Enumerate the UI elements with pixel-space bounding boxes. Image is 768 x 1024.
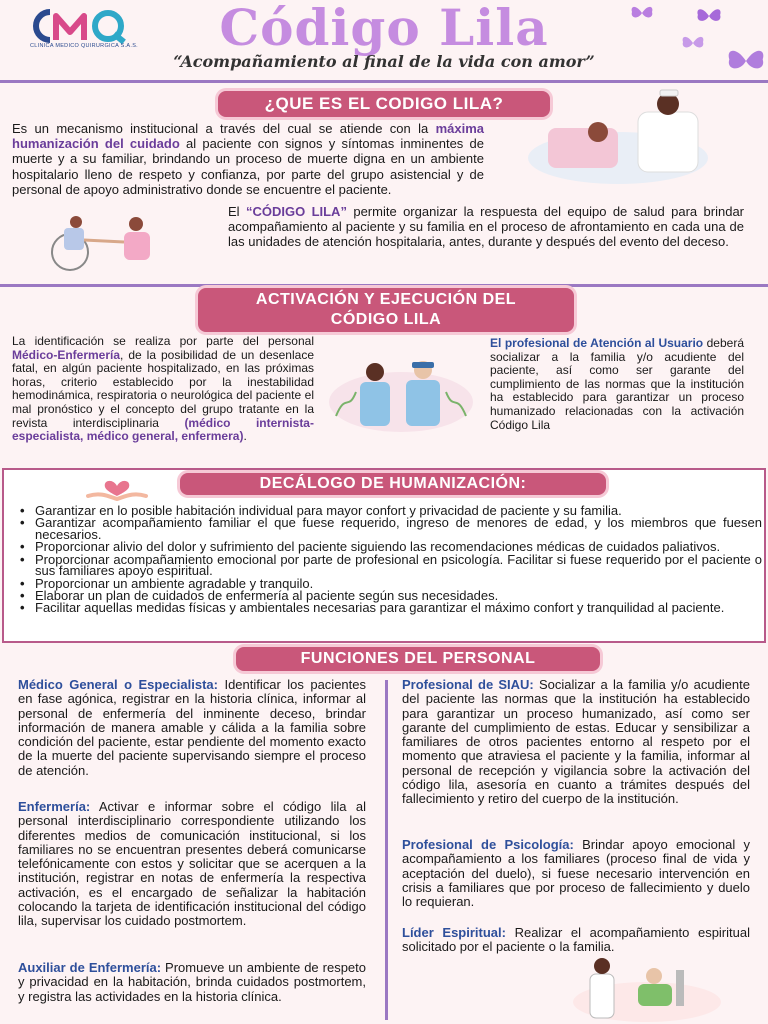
heading-line-1: ACTIVACIÓN Y EJECUCIÓN DEL	[255, 291, 517, 308]
section-heading-que-es: ¿QUE ES EL CODIGO LILA?	[218, 91, 550, 117]
que-es-paragraph-2: El “CÓDIGO LILA” permite organizar la respuesta del equipo de salud para brindar acompañamiento al paciente y su familia en el proceso de afrontamiento en cada una de las unidades de atención hospitalaria, antes, durante y después del evento del deceso.	[228, 204, 745, 250]
heart-hands-icon	[86, 472, 148, 502]
decalogo-list	[18, 505, 762, 614]
activacion-left-text: La identificación se realiza por parte del personal Médico-Enfermería, de la posibilidad de un desenlace fatal, en algún paciente hospitalizado, en las próximas horas, criterio establecido por la inestabilidad hemodinámica, respiratoria o neurológica del paciente el mal pronóstico y el concepto del grupo tratante en la revista interdisciplinaria (médico internista- especialista, médico general, enfermera).	[12, 334, 314, 444]
list-item: • Proporcionar un ambiente agradable y tranquilo.	[18, 578, 762, 590]
logo-caption: CLINICA MEDICO QUIRURGICA S.A.S.	[30, 43, 139, 49]
funcion-enfermeria: Enfermería: Activar e informar sobre el código lila al personal interdisciplinario correspondiente utilizando los diferentes medios de comunicación institucional, si los familiares no se encuentran presentes deberá comunicarse telefónicamente con estos y solicitar que se acerquen a la institución, registrar en notas de enfermería la respectiva activación, es el encargado de señalizar la habitación colocando la tarjeta de identificación institucional del código lila, supervisar los cuidado postmortem.	[18, 799, 366, 929]
funcion-lider-espiritual: Líder Espiritual: Realizar el acompañamiento espiritual solicitado por el paciente o la familia.	[402, 925, 750, 955]
list-item: • Proporcionar acompañamiento emocional por parte de profesional en psicología. Facilitar si fuese requerido por el paciente o sus familiares apoyo espiritual.	[18, 554, 762, 577]
column-divider	[385, 680, 388, 1020]
nurse-patient-illustration	[528, 88, 718, 188]
activacion-right-text: El profesional de Atención al Usuario deberá socializar a la familia y/o acudiente del paciente, así como ser garante del cumplimiento de las normas que la institución ha establecido para garantizar un proceso humanizado relacionadas con la activación Código Lila	[490, 336, 744, 432]
page-subtitle: “Acompañamiento al final de la vida con amor”	[173, 52, 595, 71]
butterfly-icon	[694, 6, 724, 26]
doctor-patient-illustration	[572, 956, 722, 1022]
list-item: • Facilitar aquellas medidas físicas y ambientales necesarias para garantizar el máximo confort y tranquilidad al paciente.	[18, 602, 762, 614]
section-heading-funciones: FUNCIONES DEL PERSONAL	[236, 647, 600, 671]
section-heading-activacion	[198, 288, 574, 332]
section-divider	[0, 284, 768, 287]
funcion-psicologia: Profesional de Psicología: Brindar apoyo emocional y acompañamiento a los familiares (proceso final de vida y aceptación del duelo), si fuese necesario intervención en crisis a familiares que por proceso de fallecimiento y duelo lo requieran.	[402, 837, 751, 910]
butterfly-icon	[680, 34, 706, 52]
list-item: • Proporcionar alivio del dolor y sufrimiento del paciente siguiendo las recomendaciones médicas de cuidados paliativos.	[18, 541, 762, 553]
butterfly-icon	[630, 4, 654, 22]
section-heading-decalogo: DECÁLOGO DE HUMANIZACIÓN:	[180, 473, 606, 495]
section-divider	[0, 80, 768, 83]
que-es-paragraph-1: Es un mecanismo institucional a través del cual se atiende con la máxima humanización del cuidado al paciente con signos y síntomas inminentes de muerte y a su familiar, brindando un proceso de muerte digna en un ambiente hospitalario lleno de respeto y confianza, por parte del grupo asistencial y de personal de apoyo administrativo donde se encuentre el paciente.	[12, 121, 484, 197]
list-item: • Garantizar acompañamiento familiar el que fuese requerido, ingreso de menores de edad, y los miembros que fuesen necesarios.	[18, 517, 762, 540]
list-item: • Elaborar un plan de cuidados de enfermería al paciente según sus necesidades.	[18, 590, 762, 602]
page-title: Código Lila	[219, 0, 549, 57]
funcion-medico: Médico General o Especialista: Identificar los pacientes en fase agónica, registrar en la historia clínica, informar al personal de enfermería del inminente deceso, brindar información de manera amable y cálida a la familia sobre condición del paciente, estar pendiente del momento exacto de la muerte del paciente supervisando siempre el proceso de atención.	[18, 677, 366, 778]
medical-staff-illustration	[326, 352, 476, 434]
funcion-siau: Profesional de SIAU: Socializar a la familia y/o acudiente del paciente las normas que la institución ha establecido para garantizar un proceso humanizado, así como ser garante del cumplimiento de estas. Educar y sensibilizar a familiares de otros pacientes entorno al respeto por el momento que atraviesa el paciente y la familia, informar al personal de recepción y vigilancia sobre la activación del código lila, asesoría en cuanto a trámites después del fallecimiento y retiro del cuerpo de la institución.	[402, 677, 750, 807]
list-item: • Garantizar en lo posible habitación individual para mayor confort y privacidad de paciente y su familia.	[18, 505, 762, 517]
funcion-auxiliar: Auxiliar de Enfermería: Promueve un ambiente de respeto y privacidad en la habitación, brinda cuidados postmortem, y registra las actividades en la historia clínica.	[18, 960, 366, 1004]
heading-line-2: CÓDIGO LILA	[330, 311, 442, 328]
wheelchair-care-illustration	[44, 214, 174, 274]
